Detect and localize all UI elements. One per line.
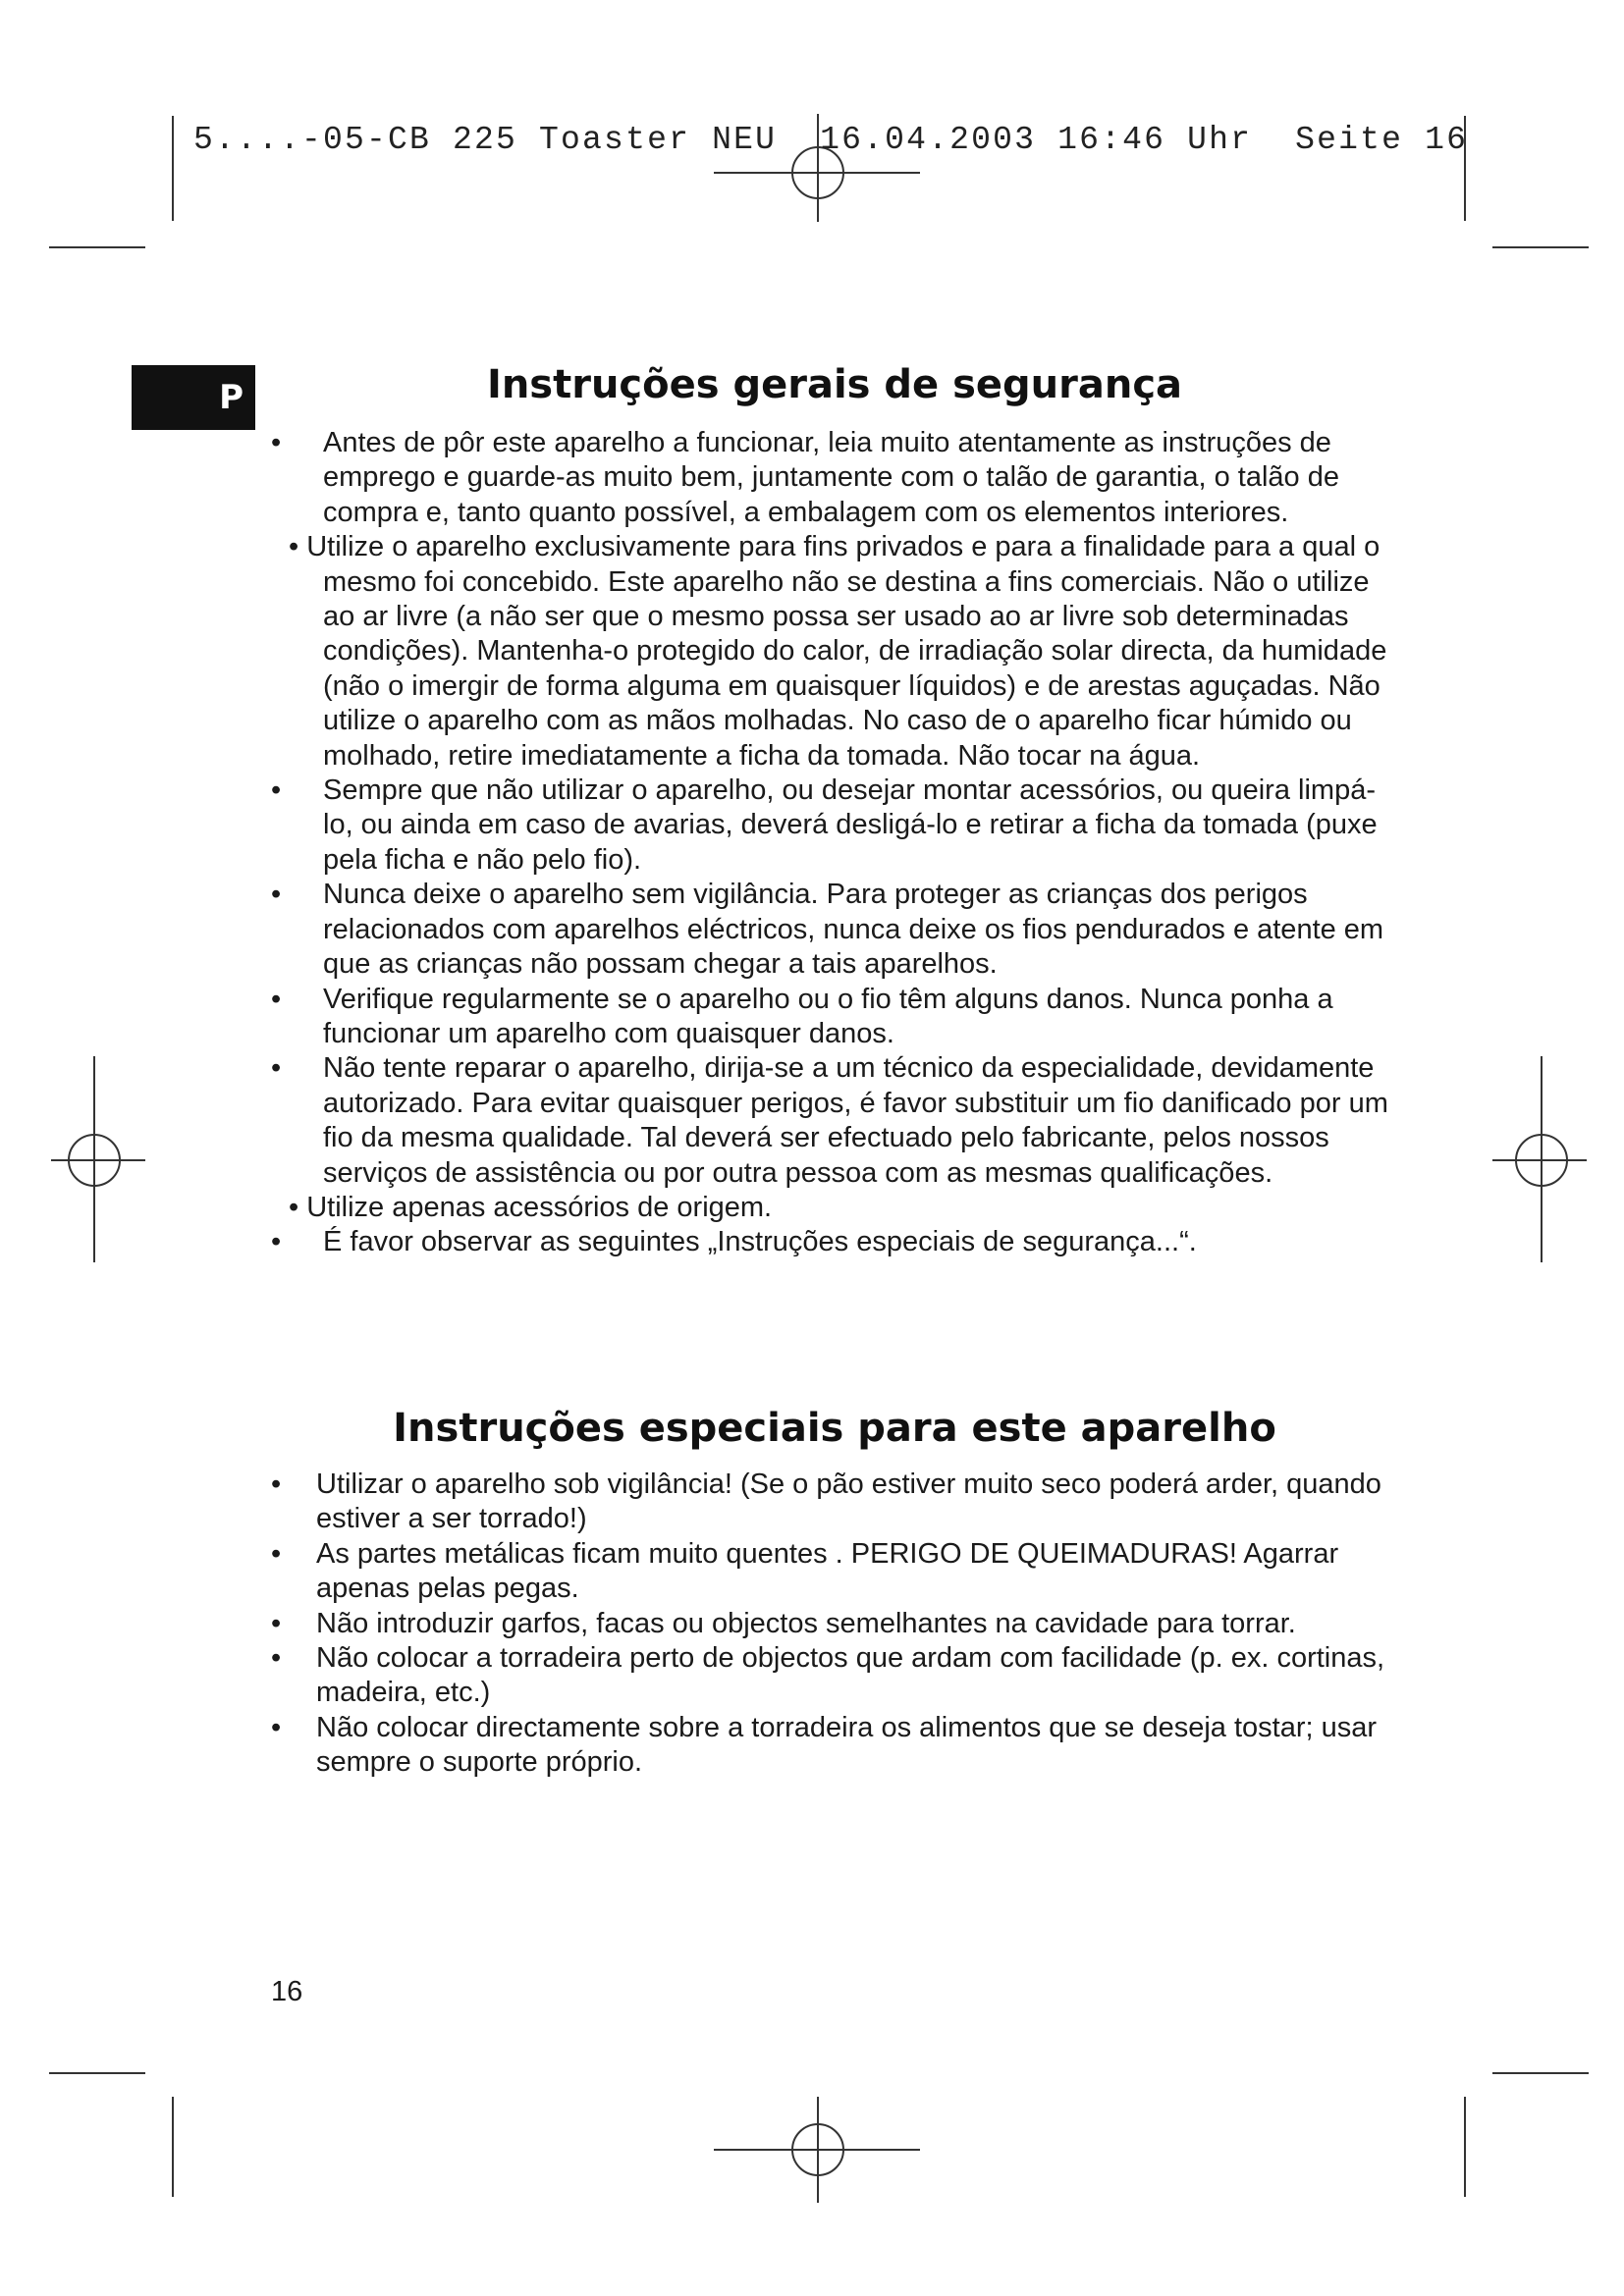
list-item: • Utilize o aparelho exclusivamente para fins privados e para a finalidade para a qual o mesmo foi concebido. Este aparelho não se destina a fins comerciais. Não o utilize ao ar livre (a não ser que o mesmo possa ser usado ao ar livre sob determinadas condições). Mantenha-o protegido do calor, de irradiação solar directa, da humidade (não o imergir de forma alguma em quaisquer líquidos) e de arestas aguçadas. Não utilize o aparelho com as mãos molhadas. No caso de o aparelho ficar húmido ou molhado, retire imediatamente a ficha da tomada. Não tocar na água. — [265, 530, 1404, 774]
list-item: • Antes de pôr este aparelho a funcionar, leia muito atentamente as instruções de emprego e guarde-as muito bem, juntamente com o talão de garantia, o talão de compra e, tanto quanto possível, a embalagem com os elementos interiores. — [265, 426, 1404, 530]
section-title-special-instructions: Instruções especiais para este aparelho — [393, 1406, 1276, 1451]
list-item: • Não colocar directamente sobre a torradeira os alimentos que se deseja tostar; usar sempre o suporte próprio. — [265, 1711, 1404, 1781]
list-item: • É favor observar as seguintes „Instruções especiais de segurança...“. — [265, 1225, 1404, 1259]
list-item: • Não introduzir garfos, facas ou objectos semelhantes na cavidade para torrar. — [265, 1607, 1404, 1641]
language-tab: P — [132, 365, 255, 430]
list-item: • Utilize apenas acessórios de origem. — [265, 1191, 1404, 1225]
page-number: 16 — [271, 1976, 303, 2007]
list-item: • Nunca deixe o aparelho sem vigilância. Para proteger as crianças dos perigos relacionados com aparelhos eléctricos, nunca deixe os fios pendurados e atente em que as crianças não possam chegar a tais aparelhos. — [265, 878, 1404, 982]
registration-mark-left — [51, 1056, 145, 1262]
list-item: • Verifique regularmente se o aparelho ou o fio têm alguns danos. Nunca ponha a funcionar um aparelho com quaisquer danos. — [265, 983, 1404, 1052]
list-item: • As partes metálicas ficam muito quentes . PERIGO DE QUEIMADURAS! Agarrar apenas pelas pegas. — [265, 1537, 1404, 1607]
list-item: • Não tente reparar o aparelho, dirija-se a um técnico da especialidade, devidamente autorizado. Para evitar quaisquer perigos, é favor substituir um fio danificado por um fio da mesma qualidade. Tal deverá ser efectuado pelo fabricante, pelos nossos serviços de assistência ou por outra pessoa com as mesmas qualificações. — [265, 1051, 1404, 1191]
section-title-general-safety: Instruções gerais de segurança — [486, 362, 1183, 407]
registration-mark-right — [1492, 1056, 1587, 1262]
special-instructions-list — [265, 1468, 1404, 1781]
printer-slug-line: 5....-05-CB 225 Toaster NEU 16.04.2003 16:46 Uhr Seite 16 — [193, 122, 1469, 158]
list-item: • Utilizar o aparelho sob vigilância! (Se o pão estiver muito seco poderá arder, quando estiver a ser torrado!) — [265, 1468, 1404, 1537]
registration-mark-bottom — [714, 2097, 920, 2203]
list-item: • Não colocar a torradeira perto de objectos que ardam com facilidade (p. ex. cortinas, madeira, etc.) — [265, 1641, 1404, 1711]
list-item: • Sempre que não utilizar o aparelho, ou desejar montar acessórios, ou queira limpá-lo, ou ainda em caso de avarias, deverá desligá-lo e retirar a ficha da tomada (puxe pela ficha e não pelo fio). — [265, 774, 1404, 878]
general-safety-list — [265, 426, 1404, 1260]
